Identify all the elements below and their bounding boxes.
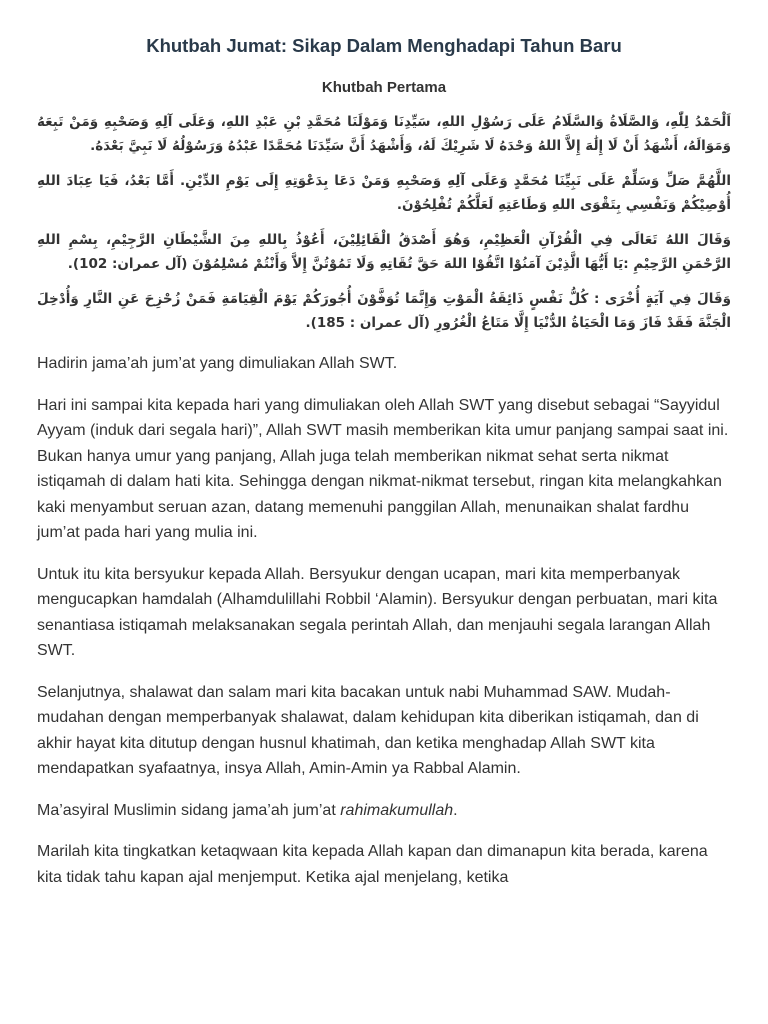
arabic-paragraph: اَلْحَمْدُ لِلّٰهِ، وَالصَّلَاةُ وَالسَّلَامُ عَلَى رَسُوْلِ اللهِ، سَيِّدِنَا وَمَوْلَنَا مُحَمَّدِ بْنِ عَبْدِ اللهِ، وَعَلَى آلِهِ وَصَحْبِهِ وَمَنْ تَبِعَهُ وَمَوَالَهُ، أَشْهَدُ أَنْ لَا إِلَٰهَ إِلاَّ اللهُ وَحْدَهُ لَا شَرِيْكَ لَهُ، وَأَشْهَدُ أَنَّ سَيِّدَنَا مُحَمَّدًا عَبْدُهُ وَرَسُوْلُهُ لَا نَبِيَّ بَعْدَهُ. (37, 114, 731, 154)
body-paragraph: Untuk itu kita bersyukur kepada Allah. Bersyukur dengan ucapan, mari kita memperbanyak mengucapkan hamdalah (Alhamdulillahi Robbil ‘Alamin). Bersyukur dengan perbuatan, mari kita senantiasa istiqamah melaksanakan segala perintah Allah, dan menjauhi segala larangan Allah SWT. (37, 565, 718, 659)
arabic-paragraph: وَقَالَ اللهُ تَعَالَى فِي الْقُرْآنِ الْعَظِيْمِ، وَهُوَ أَصْدَقُ الْقَائِلِيْنَ، أَعُوْذُ بِاللهِ مِنَ الشَّيْطَانِ الرَّجِيْمِ، بِسْمِ اللهِ الرَّحْمَنِ الرَّحِيْمِ :يَا أَيُّهَا الَّذِيْنَ آمَنُوْا اتَّقُوْا اللهَ حَقَّ تُقَاتِهِ وَلَا تَمُوْتُنَّ إِلاَّ وَأَنْتُمْ مُسْلِمُوْنَ (آل عمران: 102). (37, 232, 731, 272)
section-heading: Khutbah Pertama (321, 79, 447, 96)
body-paragraph: Hadirin jama’ah jum’at yang dimuliakan Allah SWT. (37, 355, 398, 372)
document-title: Khutbah Jumat: Sikap Dalam Menghadapi Tahun Baru (146, 35, 622, 56)
arabic-paragraph: اللَّهُمَّ صَلِّ وَسَلِّمْ عَلَى نَبِيِّنَا مُحَمَّدٍ وَعَلَى آلِهِ وَصَحْبِهِ وَمَنْ دَعَا بِدَعْوَتِهِ إِلَى يَوْمِ الدِّيْنِ. أَمَّا بَعْدُ، فَيَا عِبَادَ اللهِ أُوْصِيْكُمْ وَنَفْسِي بِتَقْوَى اللهِ وَطَاعَتِهِ لَعَلَّكُمْ تُفْلِحُوْنَ. (37, 173, 731, 213)
body-paragraph: Selanjutnya, shalawat dan salam mari kita bacakan untuk nabi Muhammad SAW. Mudah-mudahan dengan memperbanyak shalawat, dalam kehidupan kita diberikan istiqamah, dan di akhir hayat kita ditutup dengan husnul khatimah, dan ketika menghadap Allah SWT kita mendapatkan syafaatnya, insya Allah, Amin-Amin ya Rabbal Alamin. (37, 683, 699, 777)
body-paragraph: Hari ini sampai kita kepada hari yang dimuliakan oleh Allah SWT yang disebut sebagai “Sayyidul Ayyam (induk dari segala hari)”, Allah SWT masih memberikan kita umur panjang sampai saat ini. Bukan hanya umur yang panjang, Allah juga telah memberikan nikmat sehat serta nikmat istiqamah di dalam hati kita. Sehingga dengan nikmat-nikmat tersebut, ringan kita melangkahkan kaki menyambut seruan azan, datang memenuhi panggilan Allah, menunaikan shalat fardhu jum’at pada hari yang mulia ini. (37, 396, 729, 541)
greeting-italic: rahimakumullah (340, 801, 454, 819)
greeting-text: Ma’asyiral Muslimin sidang jama’ah jum’at (37, 801, 341, 819)
greeting-paragraph (37, 798, 731, 824)
body-paragraph: Marilah kita tingkatkan ketaqwaan kita kepada Allah kapan dan dimanapun kita berada, karena kita tidak tahu kapan ajal menjemput. Ketika ajal menjelang, ketika (37, 843, 708, 886)
greeting-suffix: . (453, 801, 458, 819)
arabic-paragraph: وَقَالَ فِي آيَةٍ أُخْرَى : كُلُّ نَفْسٍ ذَائِقَةُ الْمَوْتِ وَإِنَّمَا تُوَفَّوْنَ أُجُورَكُمْ يَوْمَ الْقِيَامَةِ فَمَنْ زُحْزِحَ عَنِ النَّارِ وَأُدْخِلَ الْجَنَّةَ فَقَدْ فَازَ وَمَا الْحَيَاةُ الدُّنْيَا إِلَّا مَتَاعُ الْغُرُورِ (آل عمران : 185). (37, 291, 731, 331)
